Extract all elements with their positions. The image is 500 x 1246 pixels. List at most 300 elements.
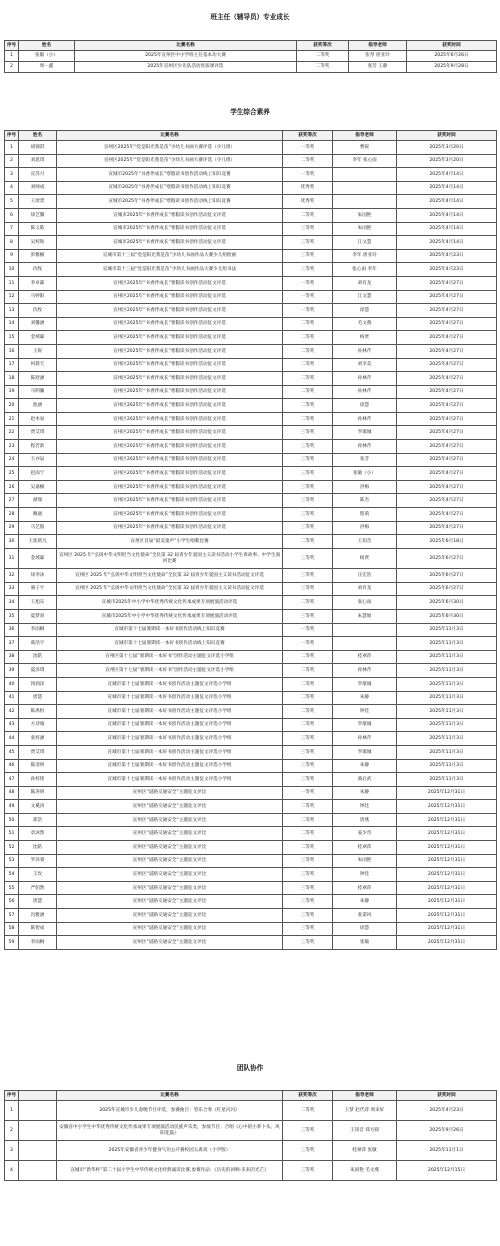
- table-cell: 2025年11月3日: [397, 677, 497, 691]
- table-cell: 2: [5, 1121, 19, 1141]
- table-row: [5, 62, 497, 73]
- table-cell: 杨贤: [333, 548, 397, 568]
- table-cell: [333, 637, 397, 651]
- table-cell: 宣州区“道路交通安全”主题征文评比: [57, 868, 283, 882]
- table-cell: 42: [5, 705, 19, 719]
- table-cell: 夏梦羽: [19, 609, 57, 623]
- table-cell: 二等奖: [283, 317, 333, 331]
- table-cell: 李雨桐: [19, 623, 57, 637]
- table-cell: 2025年4月23日: [397, 1101, 497, 1121]
- section-title-team-collaboration: 团队协作: [236, 1064, 264, 1072]
- table-cell: 37: [5, 637, 19, 651]
- table-cell: 32: [5, 569, 19, 583]
- table-cell: 宣州区2025年“书香伴成长”寒假读书创作活动征文评选: [57, 290, 283, 304]
- table-cell: 三等奖: [283, 263, 333, 277]
- table-cell: 二等奖: [283, 385, 333, 399]
- table-row: [5, 800, 497, 814]
- table-cell: 安徽省中小学生中华优秀传统文化传承成果专项展演活动民族声乐类，参演节目：合唱《心中的小萝卜头、风阳花鼓》: [57, 1121, 283, 1141]
- table-cell: 张心雨: [333, 596, 397, 610]
- table-cell: 仇牧: [19, 263, 57, 277]
- table-row: [5, 304, 497, 318]
- table-cell: 汪宏浩: [333, 569, 397, 583]
- table-cell: 张琴 唐亚玲: [349, 51, 407, 62]
- table-cell: 2025年4月27日: [397, 372, 497, 386]
- table-cell: 桂翠萍: [333, 650, 397, 664]
- table-row: [5, 1121, 497, 1141]
- column-header: 获奖时间: [407, 41, 497, 51]
- table-cell: 朱慧娟: [333, 609, 397, 623]
- table-row: [5, 813, 497, 827]
- table-cell: 2025年12月31日: [397, 881, 497, 895]
- table-cell: 程萌: [333, 508, 397, 522]
- table-row: [5, 773, 497, 787]
- table-cell: 宣州区“道路交通安全”主题征文评比: [57, 922, 283, 936]
- table-cell: 二等奖: [283, 1101, 333, 1121]
- table-cell: 25: [5, 467, 19, 481]
- table-cell: 三等奖: [283, 609, 333, 623]
- table-cell: 王锐: [19, 344, 57, 358]
- table-cell: 马明瀚: [19, 385, 57, 399]
- table-row: [5, 637, 497, 651]
- table-cell: 16: [5, 344, 19, 358]
- table-cell: 二等奖: [283, 331, 333, 345]
- table-cell: 姜少奇: [333, 827, 397, 841]
- table-cell: 2025年4月14日: [397, 181, 497, 195]
- table-cell: 陈义皓: [19, 222, 57, 236]
- table-cell: 罗泽睿: [19, 854, 57, 868]
- table-cell: 宣州区 2025 年“弘扬中华文明担当文化使命”全民第 32 届青少年爱国主义读书活动征文评选: [57, 582, 283, 596]
- table-cell: 59: [5, 936, 19, 950]
- column-header: 指导老师: [333, 131, 397, 141]
- table-cell: 3: [5, 1141, 19, 1161]
- table-cell: 2025年4月27日: [397, 467, 497, 481]
- table-cell: 沈皓: [19, 650, 57, 664]
- table-cell: 15: [5, 331, 19, 345]
- table-row: [5, 609, 497, 623]
- table-cell: 张芳: [333, 453, 397, 467]
- table-cell: 朱国艳: [333, 208, 397, 222]
- table-cell: 35: [5, 609, 19, 623]
- table-row: [5, 141, 497, 155]
- table-row: [5, 154, 497, 168]
- table-cell: 17: [5, 358, 19, 372]
- table-cell: 宣州区“道路交通安全”主题征文评比: [57, 786, 283, 800]
- table-cell: 三等奖: [283, 440, 333, 454]
- table-cell: 赵木易: [19, 412, 57, 426]
- table-cell: 二等奖: [283, 358, 333, 372]
- table-cell: 宣州区2025年“书香伴成长”寒假读书创作活动征文评选: [57, 331, 283, 345]
- table-cell: 刘馨涵: [19, 317, 57, 331]
- table-cell: 宣州区 2025 年“弘扬中华文明担当文化使命”全民第 32 届青少年爱国主义读书活动小学生讲故事、中学生演讲比赛: [57, 548, 283, 568]
- table-cell: 贾艾琪: [19, 745, 57, 759]
- table-cell: 一等奖: [283, 786, 333, 800]
- table-row: [5, 868, 497, 882]
- teacher-growth-table: [4, 40, 497, 73]
- table-cell: 三等奖: [283, 582, 333, 596]
- table-cell: 陈舒涵: [19, 372, 57, 386]
- table-cell: 2025年11月3日: [397, 637, 497, 651]
- table-row: [5, 1161, 497, 1181]
- table-row: [5, 249, 497, 263]
- table-cell: 宣城市第十三届“党是阳光我是苗”少幼儿书画作品大赛少儿组绘画: [57, 249, 283, 263]
- table-row: [5, 494, 497, 508]
- table-cell: 8: [5, 236, 19, 250]
- table-cell: 宣城市2025年“书香伴成长”寒假读书创作活动线上知识竞赛: [57, 195, 283, 209]
- table-row: [5, 440, 497, 454]
- table-row: [5, 936, 497, 950]
- table-cell: 2025年11月3日: [397, 759, 497, 773]
- table-cell: 程若歆: [19, 440, 57, 454]
- table-cell: 三等奖: [283, 508, 333, 522]
- table-cell: 2025年6月27日: [397, 548, 497, 568]
- table-cell: 50: [5, 813, 19, 827]
- table-row: [5, 208, 497, 222]
- table-row: [5, 922, 497, 936]
- table-cell: 三等奖: [283, 236, 333, 250]
- table-cell: 李年 唐亚玲: [333, 249, 397, 263]
- table-cell: 宣州区2025年“书香伴成长”寒假读书创作活动征文评选: [57, 344, 283, 358]
- table-cell: 24: [5, 453, 19, 467]
- table-cell: 骆后武: [333, 773, 397, 787]
- column-header: 姓名: [19, 131, 57, 141]
- table-cell: 宣州区2025年“党是阳光我是苗”少幼儿书画大赛评选（少儿组）: [57, 141, 283, 155]
- table-cell: 2025年6月27日: [397, 569, 497, 583]
- table-cell: 吴梓和: [19, 236, 57, 250]
- table-cell: 6: [5, 208, 19, 222]
- table-cell: 徐艺馨: [19, 208, 57, 222]
- table-cell: 文奚涛: [19, 800, 57, 814]
- table-cell: 刘师成: [19, 181, 57, 195]
- column-header: 序号: [5, 41, 19, 51]
- table-cell: 一等奖: [283, 276, 333, 290]
- table-cell: 2025年4月27日: [397, 521, 497, 535]
- table-row: [5, 895, 497, 909]
- table-cell: 二等奖: [283, 813, 333, 827]
- table-row: [5, 372, 497, 386]
- table-cell: 二等奖: [283, 691, 333, 705]
- table-cell: 2025年4月27日: [397, 344, 497, 358]
- table-cell: 36: [5, 623, 19, 637]
- table-cell: 二等奖: [283, 412, 333, 426]
- table-cell: 30: [5, 535, 19, 549]
- table-cell: 2025年4月23日: [397, 249, 497, 263]
- table-cell: 2025年4月27日: [397, 453, 497, 467]
- table-cell: 52: [5, 841, 19, 855]
- table-cell: 14: [5, 317, 19, 331]
- section-title-teacher-growth: 班主任（辅导员）专业成长: [210, 13, 290, 21]
- table-row: [5, 881, 497, 895]
- table-cell: 三等奖: [283, 745, 333, 759]
- column-header: 序号: [5, 1091, 19, 1101]
- table-cell: 冯雅涵: [19, 909, 57, 923]
- table-cell: 宣城市2025年中小学中华优秀传统文化传承成果专项展演活动评选: [57, 596, 283, 610]
- table-cell: 李卓霖: [19, 276, 57, 290]
- table-cell: 宣城市2025年中小学中华优秀传统文化传承成果专项展演活动评选: [57, 609, 283, 623]
- table-cell: [19, 1141, 57, 1161]
- table-cell: 2025年6月26日: [407, 51, 497, 62]
- table-cell: 王旭东: [19, 596, 57, 610]
- table-cell: 宣州区“道路交通安全”主题征文评比: [57, 881, 283, 895]
- table-cell: 胡锦淇: [19, 141, 57, 155]
- table-cell: 宣州区“道路交通安全”主题征文评比: [57, 813, 283, 827]
- table-cell: 朱国艳: [333, 854, 397, 868]
- table-row: [5, 276, 497, 290]
- table-cell: 3: [5, 168, 19, 182]
- table-cell: 2025年4月27日: [397, 426, 497, 440]
- table-cell: 徐慧: [333, 304, 397, 318]
- table-cell: 一等奖: [283, 290, 333, 304]
- table-cell: 刘幸美: [333, 358, 397, 372]
- column-header: 获奖等次: [297, 41, 349, 51]
- table-cell: 三等奖: [283, 1141, 333, 1161]
- table-cell: 43: [5, 718, 19, 732]
- table-cell: 41: [5, 691, 19, 705]
- table-cell: 5: [5, 195, 19, 209]
- table-cell: 宣州区“道路交通安全”主题征文评比: [57, 895, 283, 909]
- team-collaboration-table: [4, 1090, 497, 1181]
- table-cell: 2025年4月27日: [397, 508, 497, 522]
- table-cell: 2025年9月26日: [397, 1121, 497, 1141]
- table-cell: 二等奖: [283, 705, 333, 719]
- table-cell: 一等奖: [283, 141, 333, 155]
- table-cell: 宣城市“新华杯”第二十届小学生中华传统文化经典诵读比赛,参赛作品：《历史的回响·未来的光芒》: [57, 1161, 283, 1181]
- table-cell: 宣州区 2025 年“弘扬中华文明担当文化使命”全民第 32 届青少年爱国主义读书活动征文评选: [57, 569, 283, 583]
- table-cell: 毛文燕: [333, 317, 397, 331]
- table-cell: [333, 623, 397, 637]
- column-header: 指导老师: [349, 41, 407, 51]
- column-header: 序号: [5, 131, 19, 141]
- table-cell: 26: [5, 480, 19, 494]
- table-cell: 宣州区2025年“书香伴成长”寒假读书创作活动征文评选: [57, 440, 283, 454]
- table-cell: 李年 张心雨: [333, 154, 397, 168]
- table-cell: 唐燕: [333, 813, 397, 827]
- column-header: 获奖等次: [283, 131, 333, 141]
- table-cell: 1: [5, 51, 19, 62]
- table-cell: 王焦铭凡: [19, 535, 57, 549]
- table-cell: 二等奖: [283, 664, 333, 678]
- table-cell: 孙林芹: [333, 732, 397, 746]
- table-cell: 47: [5, 773, 19, 787]
- table-cell: 21: [5, 412, 19, 426]
- table-cell: 张心雨 李年: [333, 263, 397, 277]
- table-cell: 53: [5, 854, 19, 868]
- table-cell: 孙林芹: [333, 412, 397, 426]
- table-cell: 张芳 王静: [349, 62, 407, 73]
- table-cell: 王知音: [333, 535, 397, 549]
- table-cell: 三等奖: [283, 881, 333, 895]
- table-cell: 江文慧: [333, 236, 397, 250]
- table-cell: 张梓涵: [19, 732, 57, 746]
- table-cell: 二等奖: [283, 372, 333, 386]
- table-cell: 宣州区2025年“书香伴成长”寒假读书创作活动征文评选: [57, 358, 283, 372]
- table-cell: 陈智成: [19, 922, 57, 936]
- table-cell: 34: [5, 596, 19, 610]
- table-cell: 金域霖: [19, 331, 57, 345]
- table-cell: 宣州区2025年“书香伴成长”寒假读书创作活动征文评选: [57, 426, 283, 440]
- table-row: [5, 854, 497, 868]
- table-cell: [333, 195, 397, 209]
- table-cell: 一等奖: [283, 637, 333, 651]
- table-cell: 2025年12月31日: [397, 936, 497, 950]
- table-cell: 2025年宣州区中小学班主任基本功大赛: [75, 51, 297, 62]
- table-cell: 孙林芹: [333, 385, 397, 399]
- table-cell: 刘有龙: [333, 582, 397, 596]
- table-cell: 宣城市第十七届暑期读一本好书创作活动主题征文评选小学组: [57, 745, 283, 759]
- table-cell: 三等奖: [283, 759, 333, 773]
- table-cell: 王梦 赵代萍 周来好: [333, 1101, 397, 1121]
- table-cell: 2025年12月31日: [397, 786, 497, 800]
- table-cell: 周一鑫: [19, 62, 75, 73]
- column-header: 比赛名称: [57, 1091, 283, 1101]
- table-cell: 朱静: [333, 759, 397, 773]
- table-cell: 2025年4月27日: [397, 290, 497, 304]
- table-cell: 孙林芹: [333, 440, 397, 454]
- table-cell: 孙林芹: [333, 372, 397, 386]
- table-cell: 宣州区2025年“书香伴成长”寒假读书创作活动征文评选: [57, 412, 283, 426]
- table-cell: 2025年3月20日: [397, 154, 497, 168]
- table-cell: 三等奖: [283, 426, 333, 440]
- table-cell: 沈皓: [19, 841, 57, 855]
- table-cell: 朱静: [333, 895, 397, 909]
- table-cell: 29: [5, 521, 19, 535]
- table-cell: 19: [5, 385, 19, 399]
- table-cell: 51: [5, 827, 19, 841]
- table-cell: [333, 181, 397, 195]
- table-cell: 贾艾琪: [19, 426, 57, 440]
- table-cell: 2025年3月20日: [397, 141, 497, 155]
- table-cell: 2025年4月27日: [397, 276, 497, 290]
- table-row: [5, 263, 497, 277]
- table-cell: 39: [5, 664, 19, 678]
- table-row: [5, 623, 497, 637]
- table-cell: 2025年11月3日: [397, 691, 497, 705]
- table-cell: 宣州区“道路交通安全”主题征文评比: [57, 854, 283, 868]
- table-cell: 二等奖: [283, 596, 333, 610]
- table-cell: 57: [5, 909, 19, 923]
- table-cell: 宣州区2025年“书香伴成长”寒假读书创作活动征文评选: [57, 399, 283, 413]
- table-row: [5, 745, 497, 759]
- table-cell: 赵雨宁: [19, 467, 57, 481]
- table-cell: 二等奖: [283, 154, 333, 168]
- table-cell: 汤润泽: [19, 677, 57, 691]
- table-row: [5, 827, 497, 841]
- table-cell: 宣城市第十七届暑期读一本好书创作活动主题征文评选小学组: [57, 773, 283, 787]
- table-cell: 2025年12月31日: [397, 813, 497, 827]
- table-cell: 三等奖: [283, 895, 333, 909]
- table-cell: 2025年12月31日: [397, 827, 497, 841]
- table-row: [5, 718, 497, 732]
- table-cell: 2025年11月3日: [397, 732, 497, 746]
- table-cell: 56: [5, 895, 19, 909]
- table-row: [5, 453, 497, 467]
- table-cell: 4: [5, 1161, 19, 1181]
- table-cell: 2025年12月31日: [397, 868, 497, 882]
- table-cell: 宣州区2025年“书香伴成长”寒假读书创作活动征文评选: [57, 372, 283, 386]
- table-cell: 2025年4月27日: [397, 331, 497, 345]
- table-cell: 宣城市2025年“书香伴成长”寒假读书创作活动线上知识竞赛: [57, 181, 283, 195]
- table-cell: 宣城市第十七届暑期读一本好书创作活动线上知识竞赛: [57, 637, 283, 651]
- table-cell: 陈涛妍: [19, 786, 57, 800]
- table-cell: 三等奖: [283, 222, 333, 236]
- table-cell: 宣州区2025年“书香伴成长”寒假读书创作活动征文评选: [57, 276, 283, 290]
- table-cell: 49: [5, 800, 19, 814]
- table-cell: 三等奖: [283, 494, 333, 508]
- table-cell: 宣州区2025年“书香伴成长”寒假读书创作活动征文评选: [57, 467, 283, 481]
- table-row: [5, 426, 497, 440]
- table-cell: 一等奖: [283, 168, 333, 182]
- table-cell: 鲍通: [19, 508, 57, 522]
- table-cell: 桂翠萍 张敏: [333, 1141, 397, 1161]
- table-cell: 唐慧: [19, 691, 57, 705]
- table-row: [5, 51, 497, 62]
- table-cell: 彭雅楠: [19, 249, 57, 263]
- table-cell: 朱国艳: [333, 222, 397, 236]
- table-cell: 宣城市第十七届暑期读一本好书创作活动主题征文评选小学组: [57, 718, 283, 732]
- table-cell: 二等奖: [283, 841, 333, 855]
- table-cell: 一等奖: [283, 304, 333, 318]
- table-cell: 2025年4月27日: [397, 317, 497, 331]
- table-cell: 20: [5, 399, 19, 413]
- table-row: [5, 691, 497, 705]
- table-cell: 46: [5, 759, 19, 773]
- table-cell: 三等奖: [283, 480, 333, 494]
- table-cell: 38: [5, 650, 19, 664]
- column-header: 指导老师: [333, 1091, 397, 1101]
- table-row: [5, 399, 497, 413]
- table-row: [5, 290, 497, 304]
- table-cell: 11: [5, 276, 19, 290]
- table-cell: 王亦辰: [19, 453, 57, 467]
- student-literacy-table: [4, 130, 497, 950]
- table-cell: [19, 1121, 57, 1141]
- table-cell: 洪梅: [333, 521, 397, 535]
- table-cell: 40: [5, 677, 19, 691]
- table-cell: 2025年6月30日: [397, 596, 497, 610]
- table-cell: 33: [5, 582, 19, 596]
- table-cell: 朱静: [333, 786, 397, 800]
- table-cell: 12: [5, 290, 19, 304]
- table-cell: 31: [5, 548, 19, 568]
- table-row: [5, 358, 497, 372]
- table-row: [5, 786, 497, 800]
- table-cell: 唐慧: [19, 895, 57, 909]
- table-row: [5, 582, 497, 596]
- table-row: [5, 841, 497, 855]
- table-cell: 二等奖: [283, 208, 333, 222]
- table-cell: 钟廷: [333, 705, 397, 719]
- table-cell: 22: [5, 426, 19, 440]
- table-cell: 张诺风: [333, 909, 397, 923]
- table-cell: 宣州区第十七届“暑期读一本好书”创作活动主题征文评选小学组: [57, 650, 283, 664]
- table-cell: 三等奖: [283, 521, 333, 535]
- table-cell: 2025年4月27日: [397, 412, 497, 426]
- table-row: [5, 705, 497, 719]
- table-cell: 2025年12月31日: [397, 854, 497, 868]
- table-cell: 优秀奖: [283, 195, 333, 209]
- table-cell: 三等奖: [283, 732, 333, 746]
- table-cell: 宣城市第十七届暑期读一本好书创作活动主题征文评选小学组: [57, 691, 283, 705]
- table-row: [5, 344, 497, 358]
- table-cell: 2: [5, 154, 19, 168]
- table-row: [5, 168, 497, 182]
- table-cell: 陈清妍: [19, 759, 57, 773]
- table-cell: 2025年4月27日: [397, 440, 497, 454]
- table-cell: 2025年11月3日: [397, 623, 497, 637]
- table-cell: 郑浩: [19, 813, 57, 827]
- table-cell: 二等奖: [283, 650, 333, 664]
- table-cell: 2025年11月3日: [397, 705, 497, 719]
- table-cell: 2025年6月18日: [397, 535, 497, 549]
